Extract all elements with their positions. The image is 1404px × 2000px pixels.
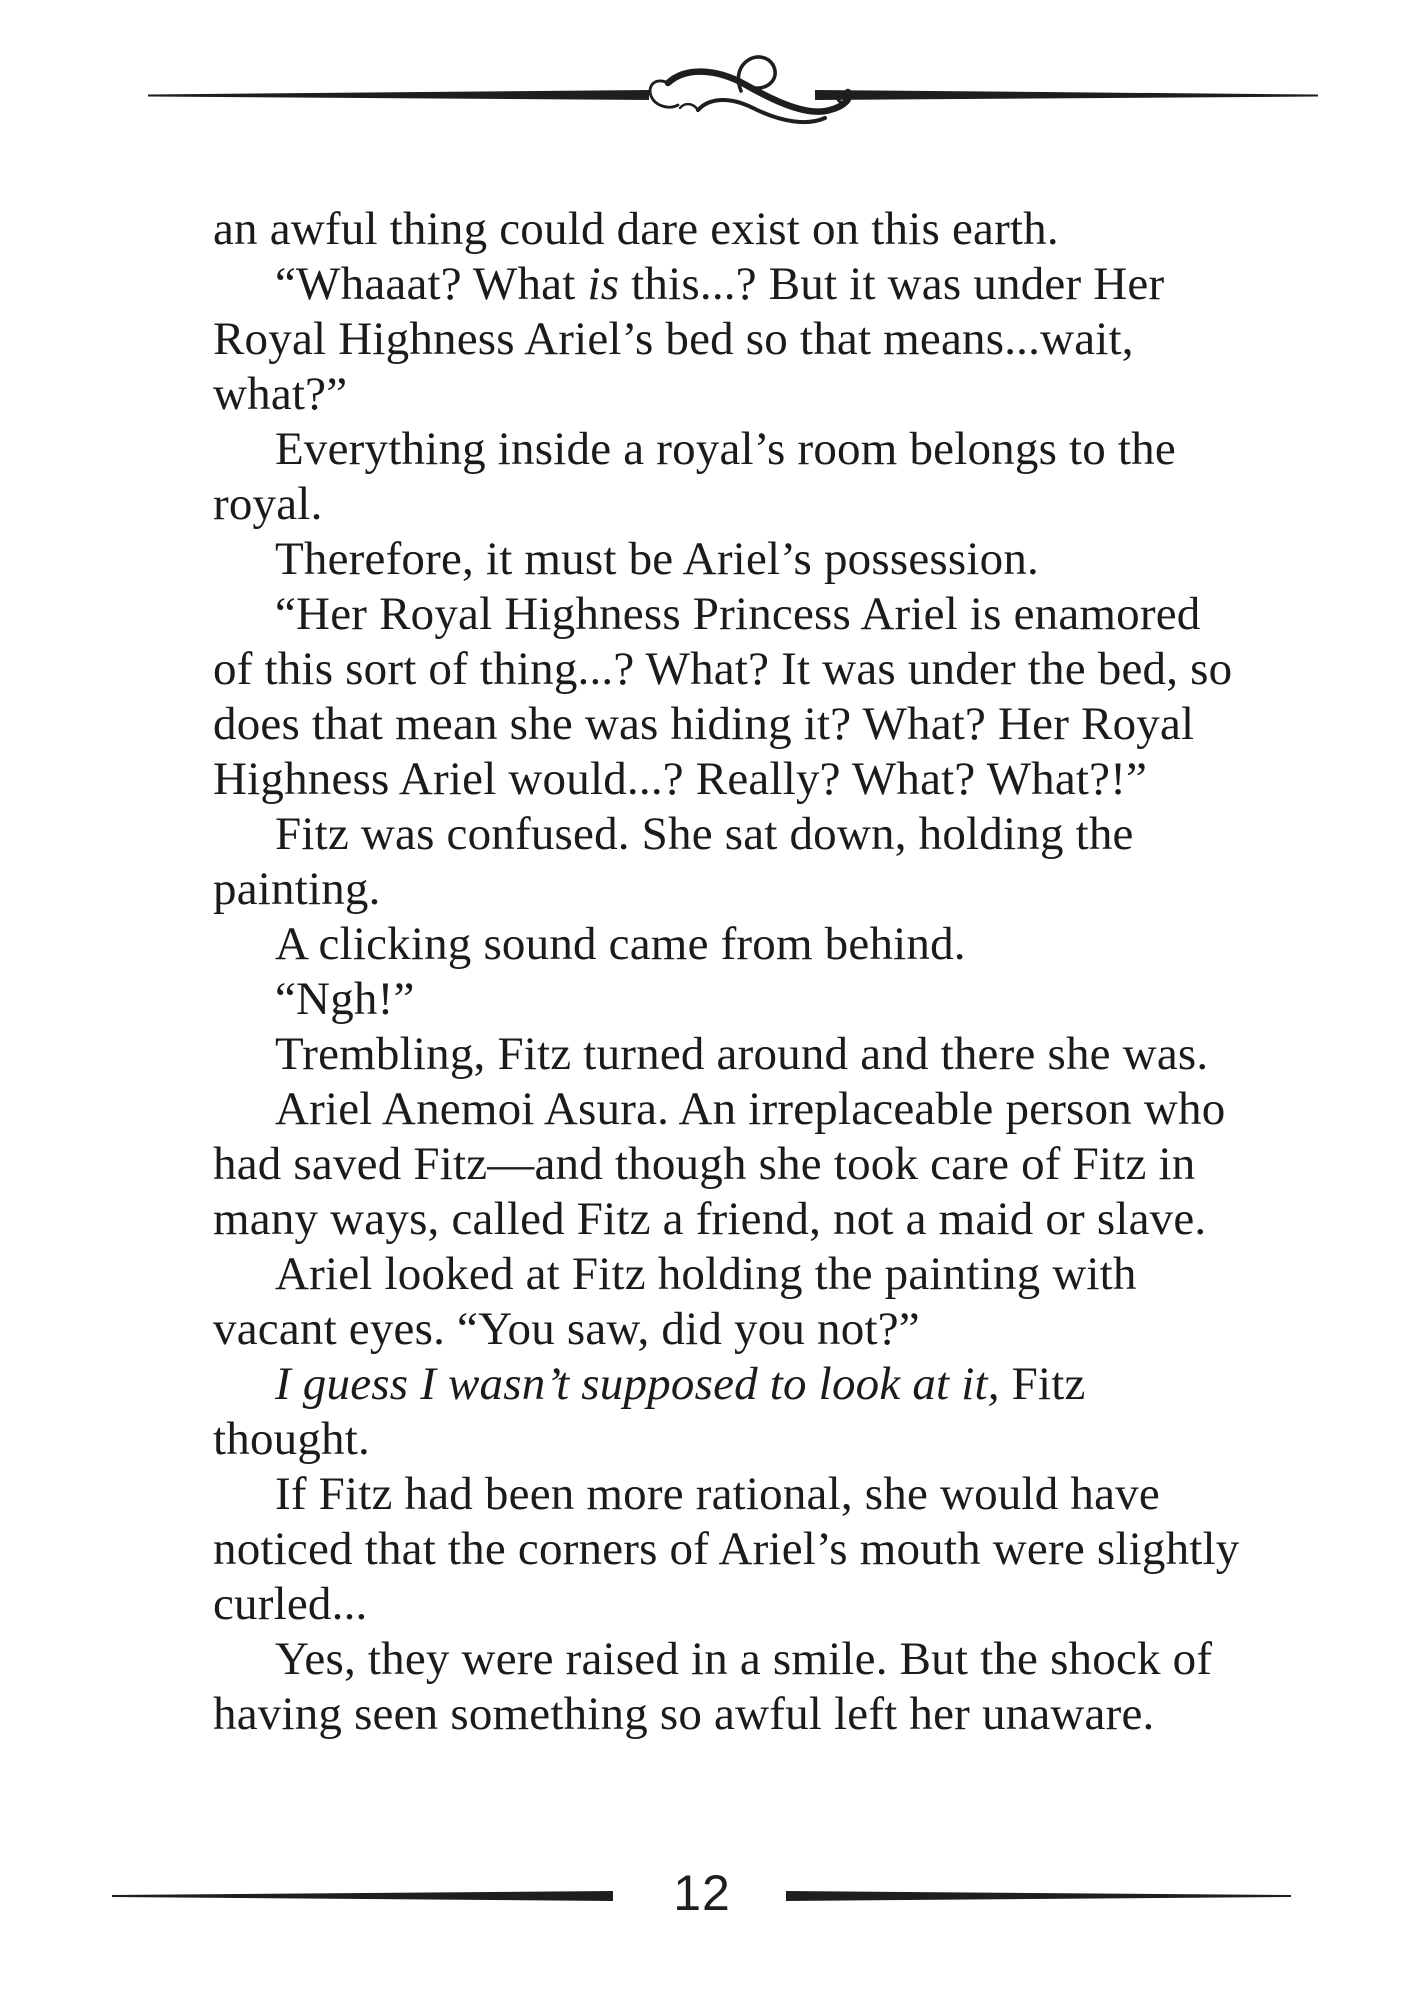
text-line: Royal Highness Ariel’s bed so that means...wait, xyxy=(213,313,1134,365)
text-line: of this sort of thing...? What? It was under the bed, so xyxy=(213,643,1233,695)
text-line: what?” xyxy=(213,368,348,420)
text-line: A clicking sound came from behind. xyxy=(275,918,966,970)
text-line: an awful thing could dare exist on this earth. xyxy=(213,203,1059,255)
body-text xyxy=(213,202,1303,1742)
text-line: vacant eyes. “You saw, did you not?” xyxy=(213,1303,920,1355)
tapered-rule-right xyxy=(815,90,1318,100)
page-number: 12 xyxy=(673,1865,731,1921)
text-line: painting. xyxy=(213,863,381,915)
top-ornament-divider xyxy=(100,40,1340,150)
text-line: I guess I wasn’t supposed to look at it, Fitz xyxy=(275,1358,1086,1410)
text-line: “Her Royal Highness Princess Ariel is enamored xyxy=(275,588,1201,640)
text-line: many ways, called Fitz a friend, not a maid or slave. xyxy=(213,1193,1207,1245)
calligraphic-swirl-icon xyxy=(650,57,849,122)
text-line: thought. xyxy=(213,1413,370,1465)
tapered-rule-left xyxy=(148,90,649,100)
text-line: curled... xyxy=(213,1578,368,1630)
text-line: royal. xyxy=(213,478,323,530)
text-line: having seen something so awful left her unaware. xyxy=(213,1688,1155,1740)
text-line: Ariel Anemoi Asura. An irreplaceable person who xyxy=(275,1083,1226,1135)
text-line: does that mean she was hiding it? What? Her Royal xyxy=(213,698,1195,750)
text-line: Therefore, it must be Ariel’s possession. xyxy=(275,533,1039,585)
text-line: “Ngh!” xyxy=(275,973,415,1025)
text-line: If Fitz had been more rational, she would have xyxy=(275,1468,1160,1520)
text-line: Fitz was confused. She sat down, holding the xyxy=(275,808,1134,860)
text-line: Trembling, Fitz turned around and there she was. xyxy=(275,1028,1209,1080)
text-line: noticed that the corners of Ariel’s mouth were slightly xyxy=(213,1523,1240,1575)
text-line: Everything inside a royal’s room belongs to the xyxy=(275,423,1176,475)
text-line: had saved Fitz—and though she took care of Fitz in xyxy=(213,1138,1196,1190)
text-line: Ariel looked at Fitz holding the painting with xyxy=(275,1248,1137,1300)
text-line: Highness Ariel would...? Really? What? What?!” xyxy=(213,753,1148,805)
text-line: Yes, they were raised in a smile. But the shock of xyxy=(275,1633,1213,1685)
text-line: “Whaaat? What is this...? But it was under Her xyxy=(275,258,1165,310)
